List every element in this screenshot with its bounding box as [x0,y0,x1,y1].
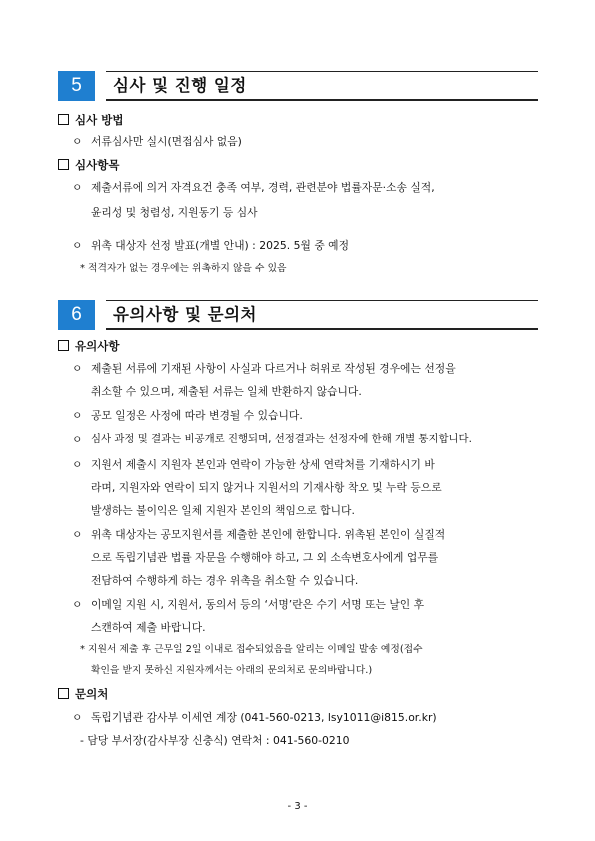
notes-item-5-line2: 으로 독립기념관 법률 자문을 수행해야 하고, 그 외 소속변호사에게 업무를 [91,551,439,564]
notes-item-6-line2: 스캔하여 제출 바랍니다. [91,621,206,634]
checkbox-square-icon [58,688,69,699]
notes-item-5-line1: 위촉 대상자는 공모지원서를 제출한 본인에 한합니다. 위촉된 본인이 실질적 [91,528,446,541]
notes-item-4-line2: 라며, 지원자와 연락이 되지 않거나 지원서의 기재사항 착오 및 누락 등으로 [91,481,442,494]
bullet-icon: ㅇ [72,433,83,446]
page-number: - 3 - [287,801,308,812]
criteria-item-line2: 윤리성 및 청렴성, 지원동기 등 심사 [91,206,258,219]
checkbox-square-icon [58,114,69,125]
notes-item-5-line3: 전담하여 수행하게 하는 경우 위촉을 취소할 수 있습니다. [91,574,359,587]
submission-note-line1: * 지원서 제출 후 근무일 2일 이내로 접수되었음을 알리는 이메일 발송 예정(접수 [80,644,423,655]
contact-line-1: 독립기념관 감사부 이세연 계장 (041-560-0213, lsy1011@i815.or.kr) [91,711,437,724]
notes-item-1-line2: 취소할 수 있으며, 제출된 서류는 일체 반환하지 않습니다. [91,385,362,398]
announce-item: 위촉 대상자 선정 발표(개별 안내) : 2025. 5월 중 예정 [91,239,350,252]
section-6-header [58,300,538,330]
method-heading: 심사 방법 [58,112,123,128]
bullet-icon: ㅇ [72,711,83,724]
bullet-icon: ㅇ [72,181,83,194]
section-6-number: 6 [58,300,95,330]
bullet-icon: ㅇ [72,598,83,611]
notes-item-3: 심사 과정 및 결과는 비공개로 진행되며, 선정결과는 선정자에 한해 개별 통지합니다. [91,433,472,445]
section-6-title: 유의사항 및 문의처 [113,305,258,324]
submission-note-line2: 확인을 받지 못하신 지원자께서는 아래의 문의처로 문의바랍니다.) [91,665,373,676]
section-5-header [58,71,538,101]
section-6-bottom-rule [106,328,538,330]
criteria-heading: 심사항목 [58,157,119,173]
announce-note: * 적격자가 없는 경우에는 위촉하지 않을 수 있음 [80,263,287,274]
bullet-icon: ㅇ [72,458,83,471]
bullet-icon: ㅇ [72,528,83,541]
method-item: 서류심사만 실시(면접심사 없음) [91,135,242,148]
criteria-item-line1: 제출서류에 의거 자격요건 충족 여부, 경력, 관련분야 법률자문·소송 실적, [91,181,435,194]
checkbox-square-icon [58,340,69,351]
section-5-number: 5 [58,71,95,101]
notes-item-1-line1: 제출된 서류에 기재된 사항이 사실과 다르거나 허위로 작성된 경우에는 선정을 [91,362,456,375]
section-5-bottom-rule [106,99,538,101]
contact-line-2: - 담당 부서장(감사부장 신충식) 연락처 : 041-560-0210 [80,734,350,747]
section-5-title: 심사 및 진행 일정 [113,76,247,95]
bullet-icon: ㅇ [72,362,83,375]
notes-item-4-line1: 지원서 제출시 지원자 본인과 연락이 가능한 상세 연락처를 기재하시기 바 [91,458,435,471]
contact-heading: 문의처 [58,686,108,702]
notes-item-4-line3: 발생하는 불이익은 일체 지원자 본인의 책임으로 합니다. [91,504,355,517]
bullet-icon: ㅇ [72,409,83,422]
checkbox-square-icon [58,159,69,170]
bullet-icon: ㅇ [72,135,83,148]
notes-heading: 유의사항 [58,338,119,354]
notes-item-2: 공모 일정은 사정에 따라 변경될 수 있습니다. [91,409,303,422]
notes-item-6-line1: 이메일 지원 시, 지원서, 동의서 등의 ‘서명’란은 수기 서명 또는 날인 후 [91,598,425,611]
bullet-icon: ㅇ [72,239,83,252]
